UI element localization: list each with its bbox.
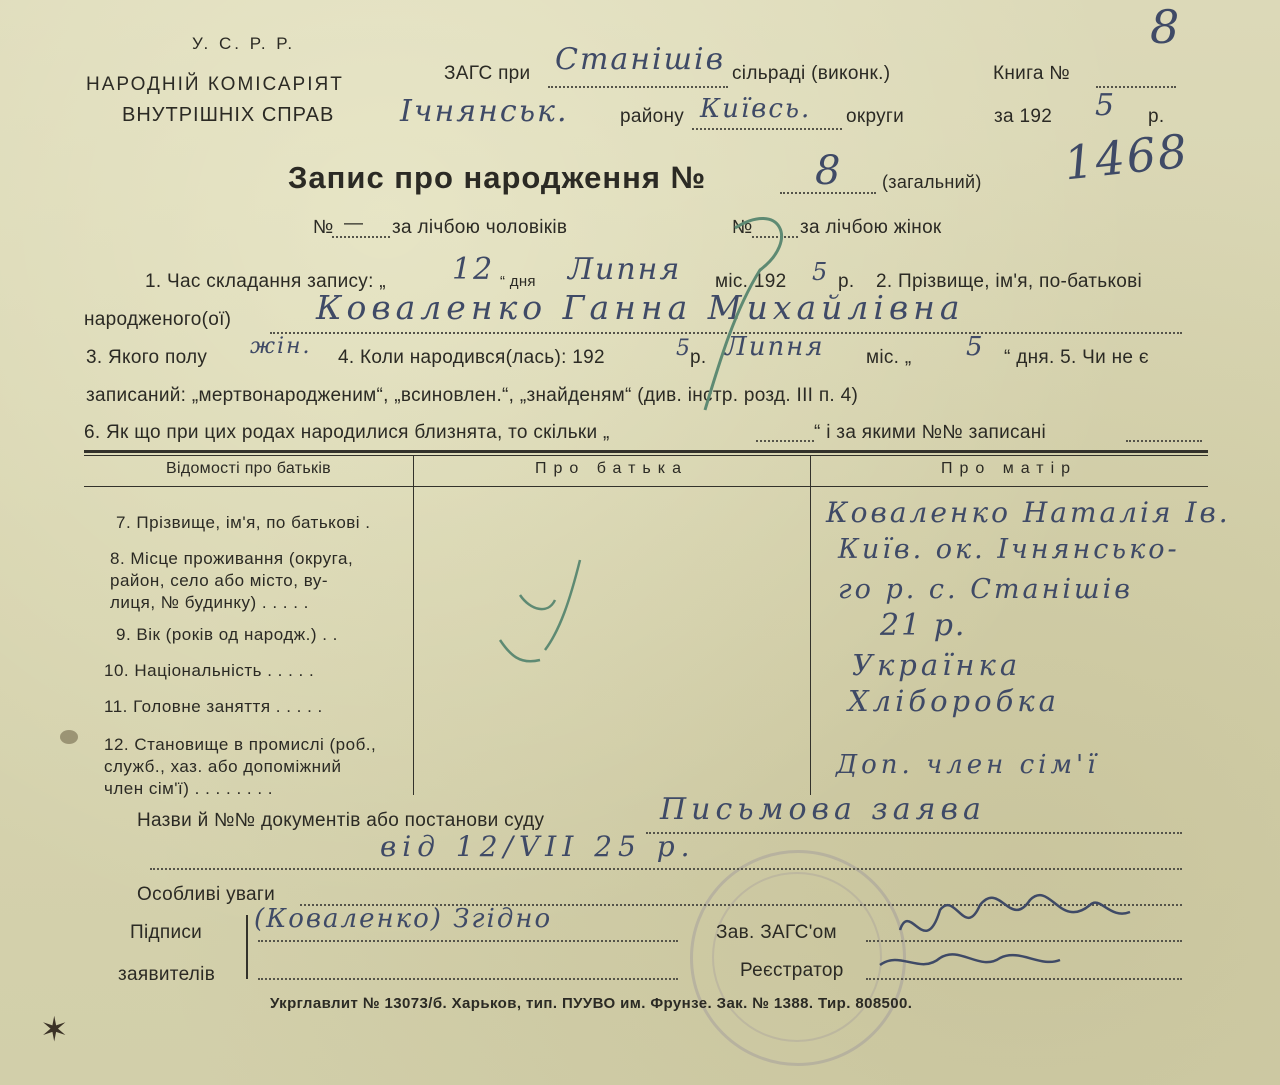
- field1-label: 1. Час складання запису: „: [145, 271, 386, 292]
- table-col-father: Про батька: [535, 460, 688, 477]
- za-year-label: за 192: [994, 106, 1053, 127]
- zags-pri-label: ЗАГС при: [444, 63, 531, 84]
- birth-year: 5: [676, 336, 692, 361]
- record-heading: Запис про народження №: [288, 160, 707, 195]
- male-count-value: —: [344, 213, 364, 234]
- row-label-11: 11. Головне заняття . . . . .: [104, 697, 323, 716]
- field4-mis: міс. „: [866, 347, 912, 368]
- okruga-handwritten: Київсь.: [700, 94, 812, 124]
- row-label-7: 7. Прізвище, ім'я, по батькові .: [116, 513, 371, 532]
- docs-value-2: від 12/VII 25 р.: [380, 830, 696, 863]
- applicant-signature: (Коваленко) Згідно: [254, 904, 553, 934]
- mother-residence: Київ. ок. Ічнянсько- го р. с. Станішів: [838, 534, 1180, 605]
- record-number: 8: [815, 148, 843, 194]
- mother-status: Доп. член сім'ї: [836, 750, 1100, 780]
- side-number: 1468: [1061, 123, 1192, 191]
- reestrator-signature-stroke: [880, 954, 1060, 965]
- row-label-12: 12. Становище в промислі (роб., служб., хаз. або допоміжний член сім'ї) . . . . . . . .: [104, 735, 377, 798]
- header-year-digit: 5: [1095, 88, 1117, 123]
- male-count-prefix: №: [313, 217, 334, 238]
- raionu-label: району: [620, 106, 685, 127]
- narodzhenogo-label: народженого(ої): [84, 309, 232, 330]
- kniga-label: Книга №: [993, 63, 1071, 84]
- mother-age: 21 р.: [880, 608, 967, 643]
- field4-r: р.: [690, 347, 707, 368]
- field3-label: 3. Якого полу: [86, 347, 208, 368]
- field1-mis: міс. 192: [715, 271, 787, 292]
- commissariat-line1: НАРОДНІЙ КОМІСАРІЯТ: [86, 74, 344, 95]
- record-month: Липня: [568, 252, 682, 287]
- table-col-mother: Про матір: [940, 460, 1078, 477]
- field4-label: 4. Коли народився(лась): 192: [338, 347, 605, 368]
- mother-occupation: Хліборобка: [848, 684, 1060, 718]
- mother-name: Коваленко Наталія Ів.: [826, 496, 1231, 529]
- child-name: Коваленко Ганна Михайлівна: [316, 288, 965, 327]
- raion-handwritten: Ічнянськ.: [400, 94, 569, 129]
- record-day: 12: [452, 252, 495, 287]
- table-col-parents: Відомості про батьків: [166, 460, 331, 477]
- mother-nationality: Українка: [852, 648, 1022, 682]
- sex-value: жін.: [250, 334, 312, 359]
- field6-tail: “ і за якими №№ записані: [814, 422, 1047, 443]
- commissariat-line2: ВНУТРІШНІХ СПРАВ: [122, 104, 335, 126]
- row-label-9: 9. Вік (років од народж.) . .: [116, 625, 338, 644]
- okrugi-label: округи: [846, 106, 905, 127]
- docs-value: Письмова заява: [660, 792, 986, 827]
- pidpysy-label: Підписи: [130, 922, 203, 943]
- selo-handwritten: Станішів: [555, 42, 726, 77]
- male-count-label: за лічбою чоловіків: [392, 217, 568, 238]
- zav-zags-signature-stroke: [900, 895, 1130, 931]
- year-suffix: р.: [1148, 106, 1165, 127]
- field6-label: 6. Як що при цих родах народилися близнята, то скільки „: [84, 422, 610, 443]
- female-count-prefix: №: [732, 217, 753, 238]
- zayavyteliv-label: заявителів: [118, 964, 216, 985]
- ussr-label: У. С. Р. Р.: [192, 34, 296, 53]
- book-number: 8: [1150, 0, 1182, 54]
- female-count-label: за лічбою жінок: [800, 217, 942, 238]
- field1-dnia: “ дня: [500, 273, 536, 290]
- zapysanyi-label: записаний: „мертвонародженим“, „всиновлен.“, „знайденям“ (див. інстр. розд. III п. 4): [86, 385, 859, 406]
- birth-month: Липня: [725, 332, 825, 362]
- field4-tail: “ дня. 5. Чи не є: [1004, 347, 1149, 368]
- printer-imprint: Укрглавлит № 13073/б. Харьков, тип. ПУУВО им. Фрунзе. Зак. № 1388. Тир. 808500.: [270, 995, 913, 1012]
- field1-r: р.: [838, 271, 855, 292]
- reestrator-label: Реєстратор: [740, 960, 844, 981]
- star-mark: ✶: [40, 1011, 69, 1049]
- osoblyvi-label: Особливі уваги: [137, 884, 276, 905]
- row-label-10: 10. Національність . . . . .: [104, 661, 315, 680]
- zagalnyi-label: (загальний): [882, 172, 982, 192]
- row-label-8: 8. Місце проживання (округа, район, село або місто, ву- лиця, № будинку) . . . . .: [110, 549, 354, 612]
- record-year: 5: [812, 258, 830, 286]
- birth-day: 5: [966, 332, 985, 362]
- silradi-label: сільраді (виконк.): [732, 63, 891, 84]
- docs-label: Назви й №№ документів або постанови суду: [137, 810, 545, 831]
- zav-zags-label: Зав. ЗАГС'ом: [716, 922, 837, 943]
- field2-label: 2. Прізвище, ім'я, по-батькові: [876, 271, 1143, 292]
